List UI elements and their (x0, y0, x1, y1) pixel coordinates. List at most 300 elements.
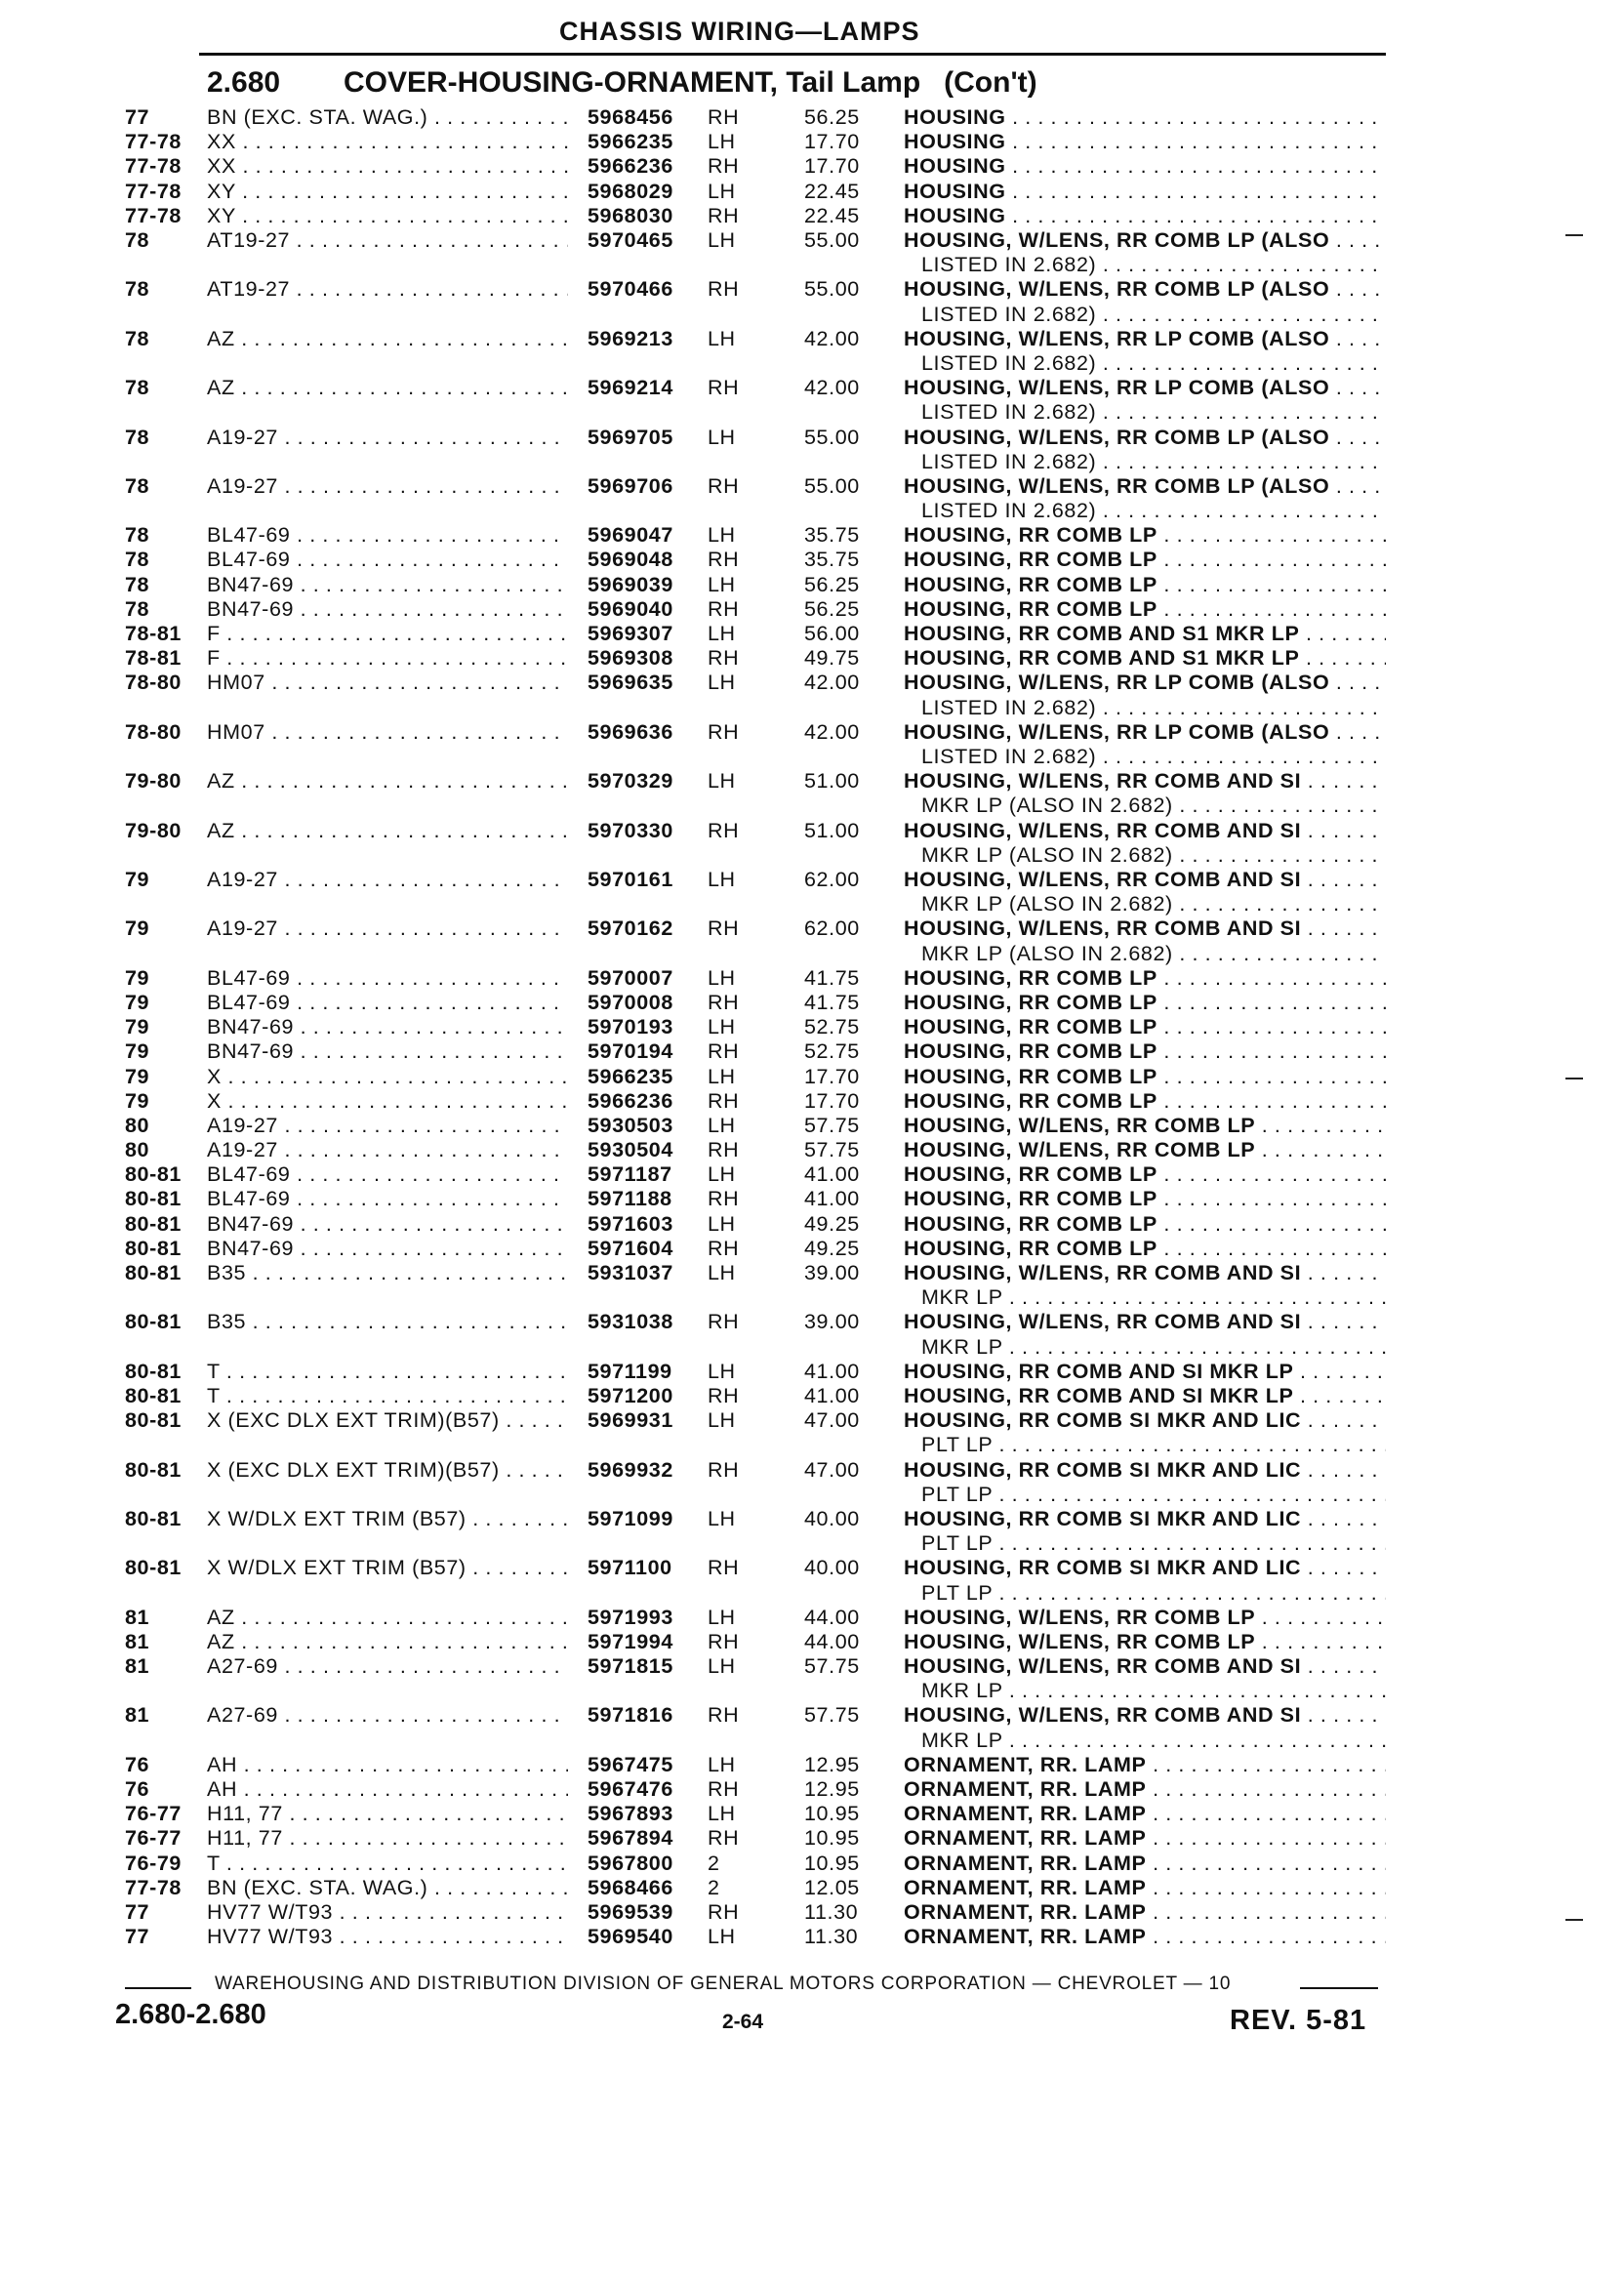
side-cell: LH (708, 1506, 736, 1530)
side-cell: LH (708, 523, 736, 548)
price-cell: 40.00 (804, 1506, 860, 1530)
year-cell: 78 (125, 425, 150, 449)
year-cell: 78 (125, 326, 150, 350)
year-cell: 80-81 (125, 1236, 182, 1260)
model-cell: BN47-69 . . . (207, 1015, 568, 1039)
price-cell: 52.75 (804, 1039, 860, 1064)
table-row (0, 1261, 1624, 1310)
description-cell: ORNAMENT, RR. LAMP . . . (904, 1753, 1386, 1777)
table-row (0, 1065, 1624, 1089)
description-cell: HOUSING . . . (904, 204, 1386, 228)
year-cell: 78 (125, 227, 150, 252)
price-cell: 17.70 (804, 154, 860, 179)
price-cell: 12.05 (804, 1875, 860, 1899)
side-cell: RH (708, 277, 740, 302)
description-cell: HOUSING, RR COMB LP . . . (904, 1212, 1386, 1237)
model-cell: F . . . (207, 622, 568, 646)
description-continuation: MKR LP . . . (921, 1679, 1386, 1703)
year-cell: 79 (125, 1039, 150, 1064)
part-number-cell: 5968030 (588, 203, 673, 227)
year-cell: 78-81 (125, 646, 182, 671)
side-cell: RH (708, 1236, 740, 1260)
description-cell: HOUSING, W/LENS, RR COMB LP (ALSO . . . (904, 228, 1386, 253)
side-cell: LH (708, 1162, 736, 1187)
price-cell: 42.00 (804, 376, 860, 400)
table-row (0, 154, 1624, 179)
description-cell: HOUSING, W/LENS, RR COMB AND SI . . . (904, 1654, 1386, 1679)
side-cell: RH (708, 1826, 740, 1851)
model-cell: AZ . . . (207, 1606, 568, 1630)
table-row (0, 622, 1624, 646)
model-cell: AT19-27 . . . (207, 277, 568, 302)
part-number-cell: 5969047 (588, 523, 673, 548)
side-cell: RH (708, 596, 740, 621)
description-cell: HOUSING, W/LENS, RR COMB LP . . . (904, 1630, 1386, 1654)
year-cell: 76 (125, 1777, 150, 1802)
year-cell: 80-81 (125, 1211, 182, 1236)
part-number-cell: 5969307 (588, 622, 673, 646)
table-row (0, 1114, 1624, 1138)
part-number-cell: 5971993 (588, 1605, 673, 1629)
table-row (0, 1237, 1624, 1261)
part-number-cell: 5968466 (588, 1875, 673, 1899)
part-number-cell: 5970330 (588, 818, 673, 842)
price-cell: 10.95 (804, 1826, 860, 1851)
side-cell: RH (708, 105, 740, 129)
side-cell: LH (708, 1064, 736, 1088)
model-cell: BN47-69 . . . (207, 1212, 568, 1237)
section-continued: (Con't) (944, 66, 1037, 99)
description-cell: HOUSING, W/LENS, RR COMB LP . . . (904, 1114, 1386, 1138)
description-cell: HOUSING, W/LENS, RR COMB LP (ALSO . . . (904, 277, 1386, 302)
table-row (0, 720, 1624, 769)
side-cell: LH (708, 671, 736, 695)
price-cell: 57.75 (804, 1138, 860, 1162)
table-row (0, 1360, 1624, 1384)
part-number-cell: 5969308 (588, 646, 673, 671)
page-number: 2-64 (722, 2011, 764, 2033)
side-cell: 2 (708, 1851, 720, 1875)
table-row (0, 769, 1624, 818)
description-continuation: PLT LP . . . (921, 1483, 1386, 1507)
year-cell: 78-80 (125, 719, 182, 744)
description-cell: HOUSING, W/LENS, RR COMB LP (ALSO . . . (904, 426, 1386, 450)
table-row (0, 1802, 1624, 1826)
part-number-cell: 5971815 (588, 1654, 673, 1679)
part-number-cell: 5967475 (588, 1752, 673, 1776)
side-cell: LH (708, 572, 736, 596)
price-cell: 41.00 (804, 1162, 860, 1187)
year-cell: 78-81 (125, 622, 182, 646)
year-cell: 77-78 (125, 203, 182, 227)
description-cell: HOUSING, RR COMB SI MKR AND LIC . . . (904, 1556, 1386, 1580)
price-cell: 42.00 (804, 671, 860, 695)
header-rule (199, 53, 1386, 56)
price-cell: 56.00 (804, 622, 860, 646)
part-number-cell: 5967894 (588, 1826, 673, 1851)
side-cell: RH (708, 916, 740, 941)
price-cell: 12.95 (804, 1777, 860, 1802)
part-number-cell: 5969048 (588, 548, 673, 572)
description-cell: HOUSING, W/LENS, RR COMB AND SI . . . (904, 819, 1386, 843)
year-cell: 79 (125, 867, 150, 891)
table-row (0, 1654, 1624, 1703)
price-cell: 41.75 (804, 965, 860, 990)
table-row (0, 1384, 1624, 1408)
part-number-cell: 5969706 (588, 473, 673, 498)
description-cell: HOUSING, RR COMB SI MKR AND LIC . . . (904, 1408, 1386, 1433)
year-cell: 77-78 (125, 130, 182, 154)
model-cell: BN (EXC. STA. WAG.) . . . (207, 105, 568, 130)
side-cell: LH (708, 1802, 736, 1826)
part-number-cell: 5969213 (588, 326, 673, 350)
year-cell: 81 (125, 1703, 150, 1728)
description-continuation: LISTED IN 2.682) . . . (921, 253, 1386, 277)
part-number-cell: 5969214 (588, 376, 673, 400)
year-cell: 79 (125, 965, 150, 990)
price-cell: 35.75 (804, 548, 860, 572)
part-number-cell: 5966235 (588, 1064, 673, 1088)
side-cell: LH (708, 130, 736, 154)
price-cell: 57.75 (804, 1654, 860, 1679)
side-cell: RH (708, 1310, 740, 1334)
year-cell: 77-78 (125, 154, 182, 179)
model-cell: AT19-27 . . . (207, 228, 568, 253)
table-row (0, 1039, 1624, 1064)
year-cell: 79 (125, 1015, 150, 1039)
description-cell: ORNAMENT, RR. LAMP . . . (904, 1802, 1386, 1826)
side-cell: LH (708, 867, 736, 891)
year-cell: 80-81 (125, 1162, 182, 1187)
table-row (0, 1900, 1624, 1925)
table-row (0, 1458, 1624, 1507)
side-cell: RH (708, 1383, 740, 1407)
description-continuation: LISTED IN 2.682) . . . (921, 745, 1386, 769)
table-row (0, 671, 1624, 719)
footer-rule (1300, 1987, 1378, 1989)
description-continuation: MKR LP . . . (921, 1335, 1386, 1360)
price-cell: 12.95 (804, 1752, 860, 1776)
revision-label: REV. 5-81 (1230, 2005, 1367, 2036)
price-cell: 44.00 (804, 1629, 860, 1653)
model-cell: X . . . (207, 1089, 568, 1114)
table-row (0, 523, 1624, 548)
year-cell: 79 (125, 1088, 150, 1113)
part-number-cell: 5970329 (588, 769, 673, 794)
model-cell: F . . . (207, 646, 568, 671)
side-cell: LH (708, 1752, 736, 1776)
model-cell: A27-69 . . . (207, 1703, 568, 1728)
year-cell: 79 (125, 1064, 150, 1088)
model-cell: H11, 77 . . . (207, 1802, 568, 1826)
price-cell: 51.00 (804, 818, 860, 842)
side-cell: 2 (708, 1875, 720, 1899)
table-row (0, 1703, 1624, 1752)
model-cell: X . . . (207, 1065, 568, 1089)
description-cell: HOUSING, RR COMB AND S1 MKR LP . . . (904, 646, 1386, 671)
description-continuation: LISTED IN 2.682) . . . (921, 303, 1386, 327)
price-cell: 22.45 (804, 203, 860, 227)
side-cell: RH (708, 646, 740, 671)
year-cell: 80-81 (125, 1556, 182, 1580)
part-number-cell: 5970466 (588, 277, 673, 302)
part-number-cell: 5971100 (588, 1556, 672, 1580)
description-cell: HOUSING, RR COMB SI MKR AND LIC . . . (904, 1507, 1386, 1531)
side-cell: RH (708, 1703, 740, 1728)
model-cell: AH . . . (207, 1753, 568, 1777)
price-cell: 56.25 (804, 596, 860, 621)
description-cell: HOUSING, RR COMB SI MKR AND LIC . . . (904, 1458, 1386, 1483)
price-cell: 42.00 (804, 719, 860, 744)
description-cell: HOUSING, W/LENS, RR LP COMB (ALSO . . . (904, 327, 1386, 351)
description-continuation: MKR LP . . . (921, 1729, 1386, 1753)
page-title: CHASSIS WIRING—LAMPS (559, 17, 920, 46)
part-number-cell: 5969039 (588, 572, 673, 596)
description-cell: HOUSING, W/LENS, RR COMB AND SI . . . (904, 916, 1386, 941)
table-row (0, 327, 1624, 376)
table-row (0, 646, 1624, 671)
year-cell: 77 (125, 1925, 150, 1949)
side-cell: LH (708, 1211, 736, 1236)
description-continuation: PLT LP . . . (921, 1433, 1386, 1457)
section-number: 2.680 (207, 66, 281, 99)
price-cell: 55.00 (804, 473, 860, 498)
description-continuation: PLT LP . . . (921, 1581, 1386, 1606)
side-cell: RH (708, 1039, 740, 1064)
description-cell: HOUSING, RR COMB LP . . . (904, 548, 1386, 572)
table-row (0, 426, 1624, 474)
year-cell: 76-77 (125, 1826, 182, 1851)
description-cell: HOUSING, RR COMB LP . . . (904, 1065, 1386, 1089)
price-cell: 49.75 (804, 646, 860, 671)
table-row (0, 1187, 1624, 1211)
year-cell: 80 (125, 1138, 150, 1162)
section-heading (207, 66, 1037, 100)
side-cell: LH (708, 1261, 736, 1284)
description-cell: HOUSING, RR COMB LP . . . (904, 573, 1386, 597)
price-cell: 47.00 (804, 1457, 860, 1482)
model-cell: XX . . . (207, 154, 568, 179)
table-row (0, 868, 1624, 916)
description-continuation: LISTED IN 2.682) . . . (921, 499, 1386, 523)
table-row (0, 1212, 1624, 1237)
description-cell: HOUSING, W/LENS, RR LP COMB (ALSO . . . (904, 376, 1386, 400)
description-continuation: LISTED IN 2.682) . . . (921, 400, 1386, 425)
part-number-cell: 5969540 (588, 1925, 673, 1949)
part-number-cell: 5966235 (588, 130, 673, 154)
price-cell: 51.00 (804, 769, 860, 794)
description-cell: ORNAMENT, RR. LAMP . . . (904, 1852, 1386, 1876)
side-cell: LH (708, 1605, 736, 1629)
year-cell: 78 (125, 596, 150, 621)
model-cell: XX . . . (207, 130, 568, 154)
price-cell: 52.75 (804, 1015, 860, 1039)
part-number-cell: 5969931 (588, 1408, 673, 1433)
year-cell: 78 (125, 523, 150, 548)
side-cell: RH (708, 1777, 740, 1802)
year-cell: 77 (125, 105, 150, 129)
part-number-cell: 5971200 (588, 1383, 673, 1407)
price-cell: 10.95 (804, 1851, 860, 1875)
year-cell: 79-80 (125, 769, 182, 794)
part-number-cell: 5970007 (588, 965, 673, 990)
part-number-cell: 5969635 (588, 671, 673, 695)
model-cell: AZ . . . (207, 376, 568, 400)
price-cell: 17.70 (804, 1064, 860, 1088)
model-cell: B35 . . . (207, 1310, 568, 1334)
description-cell: HOUSING, W/LENS, RR COMB AND SI . . . (904, 868, 1386, 892)
price-cell: 11.30 (804, 1925, 859, 1949)
part-number-cell: 5971994 (588, 1629, 673, 1653)
description-continuation: MKR LP (ALSO IN 2.682) . . . (921, 892, 1386, 916)
description-cell: HOUSING, W/LENS, RR COMB AND SI . . . (904, 769, 1386, 794)
price-cell: 41.00 (804, 1383, 860, 1407)
model-cell: BL47-69 . . . (207, 991, 568, 1015)
description-cell: ORNAMENT, RR. LAMP . . . (904, 1777, 1386, 1802)
side-cell: LH (708, 769, 736, 794)
year-cell: 78-80 (125, 671, 182, 695)
side-cell: RH (708, 1629, 740, 1653)
table-row (0, 819, 1624, 868)
part-number-cell: 5971188 (588, 1187, 672, 1211)
model-cell: X W/DLX EXT TRIM (B57) . . . (207, 1556, 568, 1580)
description-continuation: MKR LP (ALSO IN 2.682) . . . (921, 794, 1386, 818)
year-cell: 80-81 (125, 1187, 182, 1211)
table-row (0, 204, 1624, 228)
parts-list (0, 105, 1624, 1949)
side-cell: RH (708, 376, 740, 400)
price-cell: 39.00 (804, 1310, 860, 1334)
side-cell: RH (708, 473, 740, 498)
side-cell: LH (708, 965, 736, 990)
price-cell: 62.00 (804, 867, 860, 891)
description-cell: HOUSING, RR COMB LP . . . (904, 1015, 1386, 1039)
price-cell: 44.00 (804, 1605, 860, 1629)
description-continuation: LISTED IN 2.682) . . . (921, 450, 1386, 474)
side-cell: LH (708, 1113, 736, 1137)
model-cell: BL47-69 . . . (207, 1187, 568, 1211)
year-cell: 76-77 (125, 1802, 182, 1826)
description-cell: HOUSING, RR COMB LP . . . (904, 1187, 1386, 1211)
description-cell: HOUSING, RR COMB LP . . . (904, 523, 1386, 548)
table-row (0, 1162, 1624, 1187)
year-cell: 76 (125, 1752, 150, 1776)
description-cell: HOUSING, W/LENS, RR COMB AND SI . . . (904, 1703, 1386, 1728)
model-cell: BN47-69 . . . (207, 1039, 568, 1064)
description-cell: ORNAMENT, RR. LAMP . . . (904, 1876, 1386, 1900)
description-cell: HOUSING, W/LENS, RR LP COMB (ALSO . . . (904, 671, 1386, 695)
description-cell: HOUSING, RR COMB LP . . . (904, 966, 1386, 991)
price-cell: 22.45 (804, 179, 860, 203)
part-number-cell: 5968456 (588, 105, 673, 129)
side-cell: RH (708, 1138, 740, 1162)
price-cell: 57.75 (804, 1703, 860, 1728)
model-cell: HM07 . . . (207, 720, 568, 745)
part-number-cell: 5971604 (588, 1236, 673, 1260)
table-row (0, 376, 1624, 425)
footer-rule (125, 1987, 191, 1989)
description-cell: HOUSING, W/LENS, RR COMB AND SI . . . (904, 1310, 1386, 1334)
description-cell: ORNAMENT, RR. LAMP . . . (904, 1900, 1386, 1925)
model-cell: BN47-69 . . . (207, 573, 568, 597)
side-cell: RH (708, 818, 740, 842)
part-number-cell: 5970194 (588, 1039, 673, 1064)
side-cell: LH (708, 1654, 736, 1679)
year-cell: 78 (125, 473, 150, 498)
model-cell: HM07 . . . (207, 671, 568, 695)
side-cell: LH (708, 1925, 736, 1949)
side-cell: RH (708, 1187, 740, 1211)
model-cell: X (EXC DLX EXT TRIM)(B57) . . . (207, 1458, 568, 1483)
year-cell: 81 (125, 1605, 150, 1629)
model-cell: BL47-69 . . . (207, 548, 568, 572)
price-cell: 49.25 (804, 1211, 860, 1236)
year-cell: 80-81 (125, 1457, 182, 1482)
model-cell: XY . . . (207, 204, 568, 228)
description-cell: HOUSING, W/LENS, RR LP COMB (ALSO . . . (904, 720, 1386, 745)
side-cell: LH (708, 425, 736, 449)
table-row (0, 474, 1624, 523)
part-number-cell: 5931037 (588, 1261, 673, 1284)
price-cell: 11.30 (804, 1900, 859, 1924)
table-row (0, 548, 1624, 572)
side-cell: RH (708, 719, 740, 744)
description-continuation: MKR LP . . . (921, 1285, 1386, 1310)
part-number-cell: 5969636 (588, 719, 673, 744)
part-number-cell: 5967800 (588, 1851, 673, 1875)
year-cell: 78 (125, 572, 150, 596)
table-row (0, 1630, 1624, 1654)
description-cell: HOUSING . . . (904, 180, 1386, 204)
year-cell: 80-81 (125, 1261, 182, 1284)
description-cell: HOUSING, RR COMB AND SI MKR LP . . . (904, 1360, 1386, 1384)
model-cell: T . . . (207, 1384, 568, 1408)
part-number-cell: 5971603 (588, 1211, 673, 1236)
description-cell: HOUSING . . . (904, 130, 1386, 154)
price-cell: 55.00 (804, 425, 860, 449)
model-cell: AH . . . (207, 1777, 568, 1802)
table-row (0, 1826, 1624, 1851)
description-cell: HOUSING, RR COMB AND SI MKR LP . . . (904, 1384, 1386, 1408)
side-cell: RH (708, 548, 740, 572)
year-cell: 78 (125, 277, 150, 302)
description-cell: HOUSING, RR COMB LP . . . (904, 1237, 1386, 1261)
price-cell: 10.95 (804, 1802, 860, 1826)
price-cell: 57.75 (804, 1113, 860, 1137)
model-cell: A19-27 . . . (207, 1114, 568, 1138)
year-cell: 81 (125, 1629, 150, 1653)
year-cell: 78 (125, 376, 150, 400)
description-cell: HOUSING, W/LENS, RR COMB LP (ALSO . . . (904, 474, 1386, 499)
part-number-cell: 5966236 (588, 1088, 673, 1113)
footer-section-code: 2.680-2.680 (115, 1999, 266, 2030)
table-row (0, 1852, 1624, 1876)
description-cell: HOUSING, W/LENS, RR COMB LP . . . (904, 1138, 1386, 1162)
description-continuation: MKR LP (ALSO IN 2.682) . . . (921, 942, 1386, 966)
part-number-cell: 5969040 (588, 596, 673, 621)
part-number-cell: 5930503 (588, 1113, 673, 1137)
description-cell: ORNAMENT, RR. LAMP . . . (904, 1826, 1386, 1851)
year-cell: 80-81 (125, 1310, 182, 1334)
year-cell: 77-78 (125, 1875, 182, 1899)
table-row (0, 1556, 1624, 1605)
model-cell: H11, 77 . . . (207, 1826, 568, 1851)
price-cell: 17.70 (804, 1088, 860, 1113)
table-row (0, 1777, 1624, 1802)
table-row (0, 1310, 1624, 1359)
description-continuation: LISTED IN 2.682) . . . (921, 696, 1386, 720)
description-cell: HOUSING, W/LENS, RR COMB AND SI . . . (904, 1261, 1386, 1285)
